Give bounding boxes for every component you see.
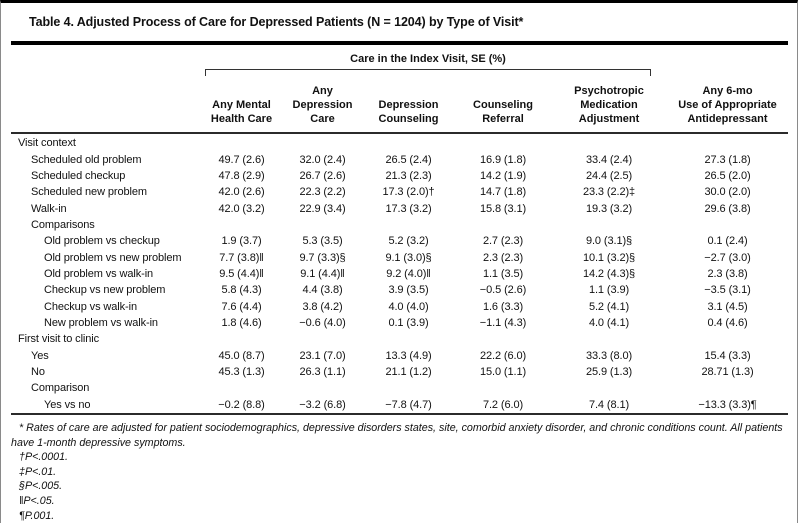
- table-row: [11, 380, 788, 396]
- footnote: ‖P<.05.: [19, 494, 55, 507]
- spanner-header: Care in the Index Visit, SE (%): [350, 53, 506, 65]
- row-label: New problem vs walk-in: [44, 316, 158, 329]
- table-cell: 1.6 (3.3): [482, 300, 524, 313]
- column-header: Any 6-mo Use of Appropriate Antidepressant: [678, 85, 777, 125]
- table-cell: 7.4 (8.1): [588, 398, 630, 411]
- table-cell: 16.9 (1.8): [479, 153, 527, 166]
- row-label: Old problem vs new problem: [44, 251, 182, 264]
- table-cell: 13.3 (4.9): [385, 349, 432, 362]
- table-cell: 1.9 (3.7): [221, 235, 262, 248]
- table-cell: 1.1 (3.9): [588, 284, 630, 297]
- table-cell: 14.7 (1.8): [479, 186, 527, 199]
- table-cell: 5.8 (4.3): [221, 284, 262, 297]
- row-label: Scheduled checkup: [31, 169, 126, 182]
- table-row: [11, 200, 788, 216]
- row-label: First visit to clinic: [18, 333, 100, 346]
- table-cell: −0.6 (4.0): [299, 316, 346, 329]
- row-label: Scheduled old problem: [31, 153, 142, 166]
- table-cell: 26.7 (2.6): [299, 169, 346, 182]
- table-cell: 3.9 (3.5): [388, 284, 429, 297]
- table-title: Table 4. Adjusted Process of Care for Depressed Patients (N = 1204) by Type of Visit*: [29, 15, 524, 29]
- footnote: ¶P.001.: [19, 509, 55, 522]
- table-cell: 33.3 (8.0): [585, 349, 633, 362]
- row-label: Checkup vs new problem: [44, 284, 166, 297]
- row-label: Yes: [31, 349, 49, 362]
- table-cell: 24.4 (2.5): [585, 169, 633, 182]
- table-cell: 42.0 (3.2): [218, 202, 265, 215]
- table-row: [11, 249, 788, 265]
- row-label: Scheduled new problem: [31, 186, 147, 199]
- table-cell: 27.3 (1.8): [704, 153, 751, 166]
- table-row: [11, 364, 788, 380]
- table-cell: 7.6 (4.4): [221, 300, 262, 313]
- table-cell: 9.1 (4.4)‖: [300, 267, 345, 280]
- table-cell: −13.3 (3.3)¶: [698, 398, 757, 411]
- table-cell: 14.2 (1.9): [479, 169, 527, 182]
- table-cell: 22.9 (3.4): [299, 202, 346, 215]
- table-cell: 9.0 (3.1)§: [585, 235, 633, 248]
- table-cell: 26.3 (1.1): [299, 365, 346, 378]
- table-cell: 22.2 (6.0): [479, 349, 527, 362]
- table-row: [11, 315, 788, 331]
- row-label: Old problem vs checkup: [44, 235, 160, 248]
- table-cell: 23.1 (7.0): [299, 349, 346, 362]
- table-cell: 7.2 (6.0): [482, 398, 524, 411]
- footnote: §P<.005.: [19, 480, 63, 493]
- table-cell: 17.3 (2.0)†: [382, 186, 435, 199]
- table-cell: 22.3 (2.2): [299, 186, 346, 199]
- row-label: Comparisons: [31, 218, 95, 231]
- footnote: * Rates of care are adjusted for patient sociodemographics, depressive disorders states, site, comorbid anxiety disorder, and chronic conditions count. All patients have 1-month depressive symptoms.: [11, 422, 783, 449]
- table-cell: 9.7 (3.3)§: [299, 251, 346, 264]
- table-cell: −3.2 (6.8): [299, 398, 346, 411]
- table-cell: 47.8 (2.9): [218, 169, 265, 182]
- table-row: [11, 266, 788, 282]
- table-cell: 1.8 (4.6): [221, 316, 262, 329]
- row-label: Comparison: [31, 382, 90, 395]
- table-cell: 5.3 (3.5): [302, 235, 343, 248]
- table-row: [11, 151, 788, 167]
- table-row: [11, 233, 788, 249]
- table-cell: 17.3 (3.2): [385, 202, 432, 215]
- column-header: Depression Counseling: [378, 99, 439, 125]
- table-cell: 2.3 (3.8): [707, 267, 748, 280]
- table-cell: 45.0 (8.7): [218, 349, 265, 362]
- table-cell: 26.5 (2.4): [385, 153, 432, 166]
- table-cell: 3.1 (4.5): [707, 300, 748, 313]
- column-header: Any Depression Care: [292, 85, 353, 125]
- table-cell: 0.1 (2.4): [707, 235, 748, 248]
- table-row: [11, 347, 788, 363]
- table-cell: 3.8 (4.2): [302, 300, 343, 313]
- table-cell: 9.1 (3.0)§: [385, 251, 432, 264]
- table-cell: 10.1 (3.2)§: [582, 251, 636, 264]
- table-cell: 4.4 (3.8): [302, 284, 343, 297]
- table-cell: 30.0 (2.0): [704, 186, 751, 199]
- table-cell: 9.2 (4.0)‖: [386, 267, 431, 280]
- row-label: No: [31, 365, 45, 378]
- table-row: [11, 282, 788, 298]
- row-label: Old problem vs walk-in: [44, 267, 154, 280]
- table-cell: 15.8 (3.1): [479, 202, 527, 215]
- column-header: Psychotropic Medication Adjustment: [574, 85, 644, 125]
- table-cell: −0.5 (2.6): [479, 284, 527, 297]
- row-label: Visit context: [18, 137, 76, 150]
- table-cell: 2.7 (2.3): [482, 235, 524, 248]
- table-cell: 28.71 (1.3): [701, 365, 754, 378]
- footnotes: [11, 421, 788, 523]
- table-cell: 32.0 (2.4): [299, 153, 346, 166]
- table-cell: 7.7 (3.8)‖: [219, 251, 264, 264]
- row-label: Yes vs no: [44, 398, 91, 411]
- table-cell: 14.2 (4.3)§: [582, 267, 636, 280]
- table-row: [11, 184, 788, 200]
- table-cell: 21.1 (1.2): [385, 365, 432, 378]
- column-headers: [11, 77, 788, 130]
- table-cell: 49.7 (2.6): [218, 153, 265, 166]
- table-cell: 4.0 (4.1): [588, 316, 630, 329]
- table-row: [11, 331, 788, 347]
- table-cell: −2.7 (3.0): [704, 251, 751, 264]
- top-rule: [11, 41, 788, 45]
- header-rule: [11, 132, 788, 134]
- column-header: Any Mental Health Care: [210, 99, 273, 125]
- table-row: [11, 217, 788, 233]
- row-label-column-spacer: [11, 77, 201, 130]
- footnote: †P<.0001.: [19, 451, 69, 464]
- table-cell: 1.1 (3.5): [482, 267, 524, 280]
- table-cell: 4.0 (4.0): [388, 300, 429, 313]
- column-header: Counseling Referral: [473, 99, 533, 125]
- footnote: ‡P<.01.: [19, 465, 57, 478]
- table-cell: −7.8 (4.7): [385, 398, 432, 411]
- table-cell: 19.3 (3.2): [585, 202, 633, 215]
- table-cell: 9.5 (4.4)‖: [219, 267, 264, 280]
- table-cell: 2.3 (2.3): [482, 251, 524, 264]
- table-cell: 0.1 (3.9): [388, 316, 429, 329]
- table-row: [11, 135, 788, 151]
- spanner-bracket: [205, 69, 651, 76]
- table-cell: −1.1 (4.3): [479, 316, 527, 329]
- table-cell: −3.5 (3.1): [704, 284, 751, 297]
- table-row: [11, 168, 788, 184]
- table-cell: 33.4 (2.4): [585, 153, 633, 166]
- table-cell: 15.0 (1.1): [479, 365, 527, 378]
- row-label: Checkup vs walk-in: [44, 300, 137, 313]
- table-cell: 21.3 (2.3): [385, 169, 432, 182]
- row-label: Walk-in: [31, 202, 67, 215]
- table-cell: 25.9 (1.3): [585, 365, 633, 378]
- table-cell: 5.2 (4.1): [588, 300, 630, 313]
- table-cell: 5.2 (3.2): [388, 235, 429, 248]
- table-cell: 26.5 (2.0): [704, 169, 751, 182]
- table-body: [11, 135, 788, 413]
- footnote-rule: [11, 413, 788, 415]
- table-cell: 23.3 (2.2)‡: [582, 186, 636, 199]
- table-row: [11, 298, 788, 314]
- table-cell: 45.3 (1.3): [218, 365, 265, 378]
- table-cell: 42.0 (2.6): [218, 186, 265, 199]
- table-cell: 0.4 (4.6): [707, 316, 748, 329]
- table-cell: 15.4 (3.3): [704, 349, 751, 362]
- table-cell: 29.6 (3.8): [704, 202, 751, 215]
- table-row: [11, 397, 788, 413]
- table-cell: −0.2 (8.8): [218, 398, 265, 411]
